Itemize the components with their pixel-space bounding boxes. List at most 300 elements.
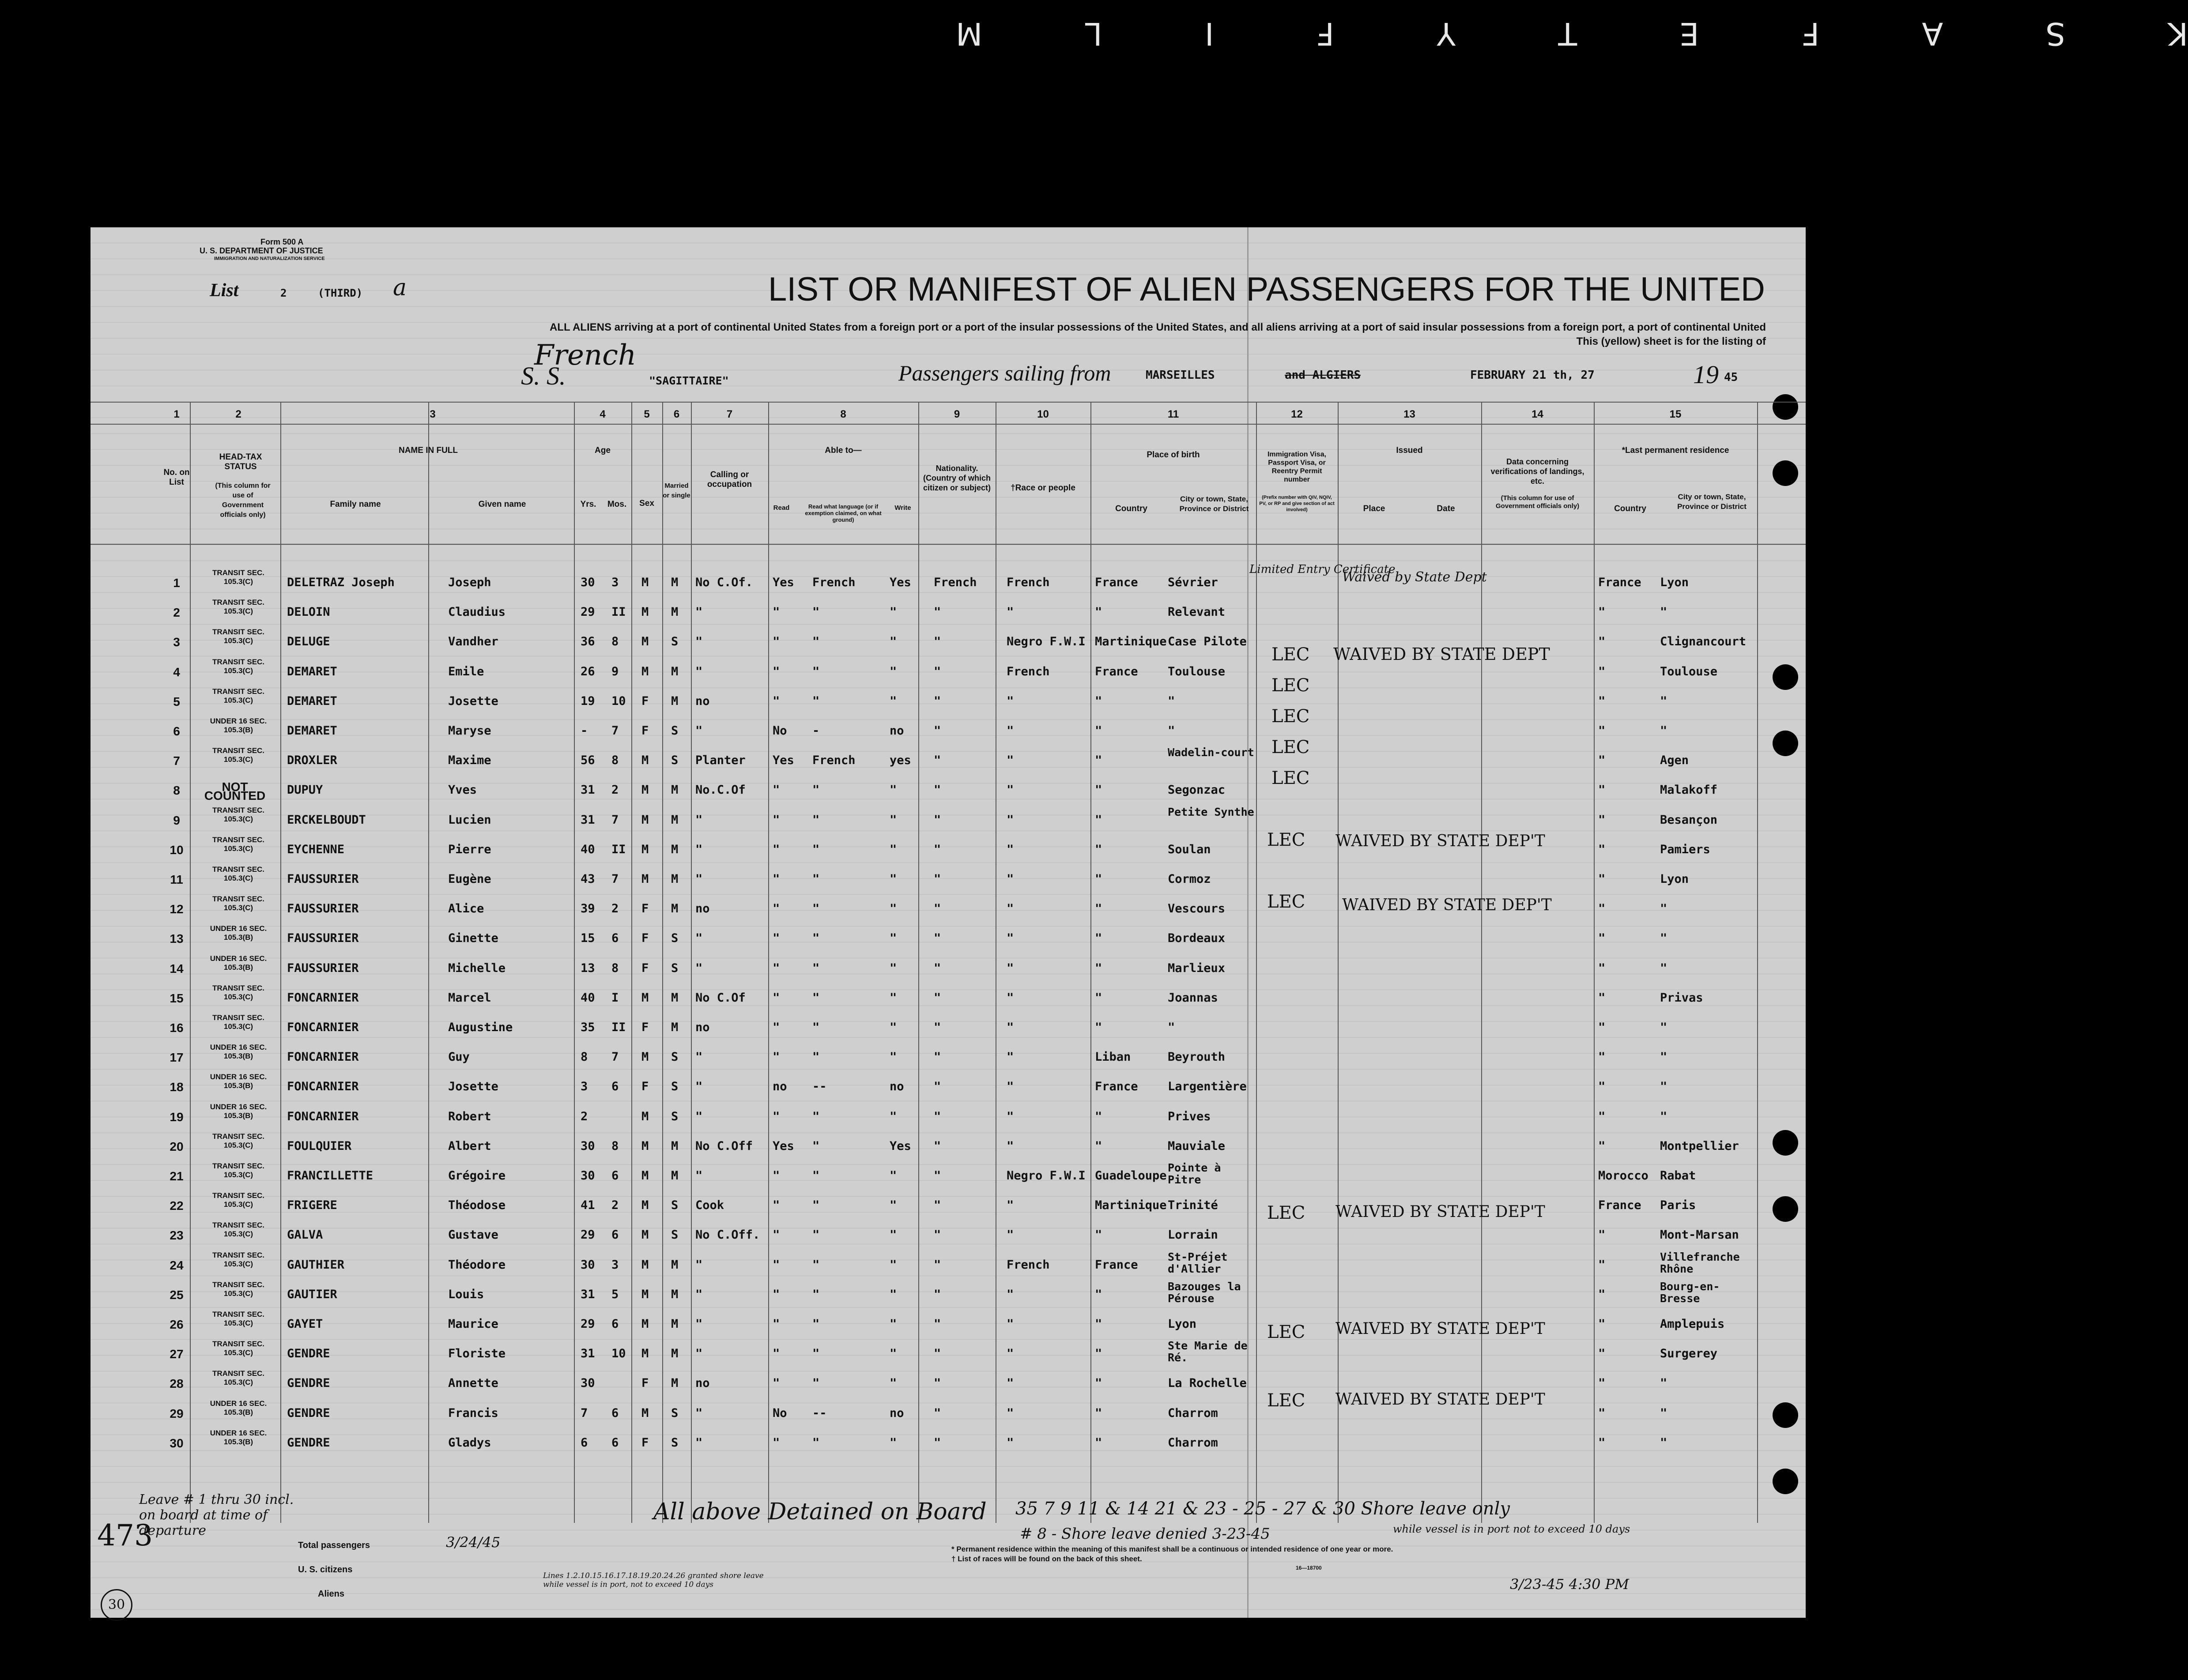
age-years: 7 (581, 1406, 588, 1420)
hdr-given-name: Given name (478, 500, 526, 509)
birth-country: France (1095, 1080, 1138, 1094)
race: " (1007, 842, 1014, 856)
occupation: " (695, 1080, 703, 1094)
can-write: " (890, 1347, 897, 1361)
row-number: 5 (173, 694, 180, 708)
race: " (1007, 961, 1014, 975)
read-language: " (812, 961, 820, 975)
nationality: " (934, 1258, 941, 1272)
can-write: " (890, 1228, 897, 1242)
age-months: 6 (611, 1080, 619, 1094)
birth-country: " (1095, 872, 1102, 886)
res-country: Morocco (1598, 1169, 1649, 1183)
nationality: " (934, 1287, 941, 1301)
nationality: " (934, 1050, 941, 1064)
issued-note: WAIVED BY STATE DEP'T (1335, 832, 1545, 850)
nationality: " (934, 813, 941, 827)
hdr-nationality: Nationality. (Country of which citizen or subject) (923, 464, 991, 492)
row-number: 22 (170, 1199, 184, 1213)
marital-status: M (671, 842, 679, 856)
nationality: " (934, 961, 941, 975)
res-city: " (1660, 961, 1667, 975)
birth-country: " (1095, 1139, 1102, 1153)
row-number: 25 (170, 1288, 184, 1302)
hand-detained-note: All above Detained on Board (653, 1499, 987, 1525)
race: " (1007, 1406, 1014, 1420)
nationality: " (934, 991, 941, 1005)
res-city: Paris (1660, 1198, 1696, 1213)
col-number: 15 (1669, 408, 1682, 420)
col-divider (280, 402, 281, 1523)
age-months: II (611, 605, 626, 619)
hdr-place-birth: Place of birth (1147, 450, 1200, 460)
sex: M (641, 635, 649, 649)
sex: M (641, 1109, 649, 1123)
manifest-sheet (91, 227, 1806, 1618)
head-tax-status: UNDER 16 SEC. 105.3(B) (210, 1428, 267, 1446)
birth-city: Largentière (1168, 1080, 1247, 1094)
birth-country: " (1095, 1287, 1102, 1301)
read-language: -- (812, 1080, 827, 1094)
race: " (1007, 694, 1014, 708)
can-write: no (890, 1406, 904, 1420)
can-write: " (890, 902, 897, 916)
hdr-sex: Sex (639, 499, 654, 508)
read-language: -- (812, 1406, 827, 1420)
ship-name: "SAGITTAIRE" (649, 374, 729, 387)
hand-date-2: 3/24/45 (446, 1534, 501, 1551)
given-name: Claudius (448, 605, 506, 619)
sex: M (641, 576, 649, 589)
res-city: " (1660, 1376, 1667, 1390)
family-name: GENDRE (287, 1376, 330, 1390)
birth-country: " (1095, 902, 1102, 916)
family-name: FAUSSURIER (287, 902, 359, 916)
given-name: Lucien (448, 813, 491, 827)
given-name: Albert (448, 1139, 491, 1153)
can-write: Yes (890, 1139, 911, 1153)
read-language: " (812, 1435, 820, 1450)
birth-country: " (1095, 842, 1102, 856)
nationality: " (934, 1139, 941, 1153)
marital-status: S (671, 753, 679, 768)
res-country: " (1598, 635, 1606, 649)
total-passengers-label: Total passengers (298, 1541, 370, 1550)
given-name: Théodore (448, 1258, 506, 1272)
head-tax-status: TRANSIT SEC. 105.3(C) (212, 865, 265, 882)
family-name: FAUSSURIER (287, 961, 359, 975)
age-years: 29 (581, 1317, 595, 1331)
row-number: 1 (173, 576, 180, 590)
age-years: 6 (581, 1435, 588, 1450)
res-country: " (1598, 724, 1606, 738)
age-years: 29 (581, 605, 595, 619)
birth-country: Liban (1095, 1050, 1131, 1064)
age-months: 5 (611, 1287, 619, 1301)
hand-left-note: Leave # 1 thru 30 incl. on board at time of departure (139, 1492, 294, 1538)
occupation: no (695, 1021, 710, 1034)
row-number: 20 (170, 1139, 184, 1153)
family-name: DEMARET (287, 724, 337, 738)
marital-status: M (671, 576, 679, 589)
form-code: 16—18700 (1296, 1565, 1322, 1571)
age-years: 40 (581, 842, 595, 856)
can-write: " (890, 813, 897, 827)
birth-city: Pointe à Pitre (1168, 1161, 1221, 1186)
row-number: 18 (170, 1080, 184, 1094)
birth-country: France (1095, 664, 1138, 678)
can-write: " (890, 664, 897, 678)
occupation: Planter (695, 753, 746, 768)
can-read: " (773, 1258, 780, 1272)
race: " (1007, 1021, 1014, 1034)
nationality: " (934, 1109, 941, 1123)
race: " (1007, 724, 1014, 738)
read-language: French (812, 576, 856, 589)
given-name: Alice (448, 902, 484, 916)
marital-status: S (671, 931, 679, 945)
race: " (1007, 1287, 1014, 1301)
can-write: " (890, 1021, 897, 1034)
list-hand-note: a (393, 275, 407, 301)
family-name: GAUTHIER (287, 1258, 345, 1272)
birth-city: Beyrouth (1168, 1050, 1226, 1064)
birth-city: Marlieux (1168, 961, 1226, 975)
sailing-label: Passengers sailing from (898, 361, 1111, 385)
race: " (1007, 783, 1014, 797)
occupation: " (695, 1406, 703, 1420)
row-number: 21 (170, 1169, 184, 1183)
hand-shore-denied: # 8 - Shore leave denied 3-23-45 (1020, 1525, 1270, 1543)
nationality: " (934, 1228, 941, 1242)
occupation: " (695, 1258, 703, 1272)
res-country: " (1598, 1347, 1606, 1361)
form-dept: U. S. DEPARTMENT OF JUSTICE (200, 246, 323, 255)
hdr-data-landings: Data concerning verifications of landings, etc. (1490, 457, 1584, 486)
head-tax-status: UNDER 16 SEC. 105.3(B) (210, 954, 267, 972)
head-tax-status: TRANSIT SEC. 105.3(C) (212, 1013, 265, 1031)
nationality: " (934, 1317, 941, 1331)
can-write: " (890, 872, 897, 886)
family-name: FONCARNIER (287, 1109, 359, 1123)
age-months: 7 (611, 872, 619, 886)
res-city: Villefranche Rhône (1660, 1250, 1740, 1275)
can-read: " (773, 813, 780, 827)
col-number: 1 (174, 408, 180, 420)
res-country: " (1598, 753, 1606, 768)
res-city: Bourg-en-Bresse (1660, 1280, 1720, 1305)
occupation: " (695, 1109, 703, 1123)
can-write: " (890, 605, 897, 619)
form-service: IMMIGRATION AND NATURALIZATION SERVICE (214, 256, 325, 261)
can-read: " (773, 1109, 780, 1123)
read-language: " (812, 1317, 820, 1331)
head-tax-status: TRANSIT SEC. 105.3(C) (212, 569, 265, 586)
marital-status: M (671, 1376, 679, 1390)
read-language: " (812, 605, 820, 619)
col-divider (428, 402, 429, 1523)
header-top-rule (91, 402, 1806, 403)
head-tax-status: TRANSIT SEC. 105.3(C) (212, 895, 265, 912)
birth-city: " (1168, 1021, 1175, 1034)
hdr-mos: Mos. (607, 500, 627, 509)
nationality: " (934, 694, 941, 708)
res-country: " (1598, 1109, 1606, 1123)
age-months: 2 (611, 783, 619, 797)
can-write: " (890, 1169, 897, 1183)
given-name: Louis (448, 1287, 484, 1301)
age-months: 9 (611, 664, 619, 678)
read-language: " (812, 1287, 820, 1301)
page-fold (1247, 227, 1249, 1618)
head-tax-status: TRANSIT SEC. 105.3(C) (212, 1280, 265, 1298)
head-tax-status: TRANSIT SEC. 105.3(C) (212, 1369, 265, 1387)
hdr-data-note: (This column for use of Government officials only) (1495, 494, 1580, 510)
marital-status: M (671, 991, 679, 1005)
birth-city: Relevant (1168, 605, 1226, 619)
visa-mark: LEC (1267, 1322, 1305, 1342)
marital-status: S (671, 1435, 679, 1450)
nationality: " (934, 753, 941, 768)
birth-country: France (1095, 1258, 1138, 1272)
col-number: 13 (1403, 408, 1415, 420)
ss-label: S. S. (521, 362, 566, 390)
read-language: " (812, 664, 820, 678)
sailing-date: FEBRUARY 21 th, 27 (1470, 369, 1595, 382)
can-read: " (773, 1050, 780, 1064)
given-name: Joseph (448, 576, 491, 589)
hdr-race: †Race or people (1011, 483, 1075, 493)
birth-city: Mauviale (1168, 1139, 1226, 1153)
can-read: " (773, 1317, 780, 1331)
given-name: Michelle (448, 961, 506, 975)
age-years: 39 (581, 902, 595, 916)
age-months: 7 (611, 1050, 619, 1064)
family-name: FONCARNIER (287, 1050, 359, 1064)
birth-city: Segonzac (1168, 783, 1226, 797)
occupation: no (695, 902, 710, 916)
marital-status: M (671, 1258, 679, 1272)
res-country: " (1598, 605, 1606, 619)
res-country: " (1598, 872, 1606, 886)
read-language: " (812, 694, 820, 708)
can-read: " (773, 931, 780, 945)
can-read: " (773, 1287, 780, 1301)
occupation: " (695, 872, 703, 886)
race: " (1007, 753, 1014, 768)
family-name: DROXLER (287, 753, 337, 768)
age-months: 6 (611, 1169, 619, 1183)
can-write: " (890, 1376, 897, 1390)
col-number: 2 (235, 408, 241, 420)
occupation: " (695, 961, 703, 975)
birth-country: " (1095, 931, 1102, 945)
read-language: " (812, 783, 820, 797)
year-prefix: 19 (1693, 360, 1719, 389)
row-number: 16 (170, 1021, 184, 1035)
page-number-circle: 30 (101, 1589, 132, 1621)
age-months: II (611, 1021, 626, 1034)
row-number: 30 (170, 1436, 184, 1450)
res-city: " (1660, 1021, 1667, 1034)
res-city: " (1660, 931, 1667, 945)
family-name: GENDRE (287, 1406, 330, 1420)
birth-country: France (1095, 576, 1138, 589)
occupation: " (695, 1050, 703, 1064)
list-number: 2 (280, 287, 287, 299)
given-name: Gladys (448, 1435, 491, 1450)
sex: M (641, 991, 649, 1005)
col-number: 5 (644, 408, 650, 420)
res-city: Montpellier (1660, 1139, 1739, 1153)
can-read: " (773, 694, 780, 708)
row-number: 3 (173, 635, 180, 649)
res-country: " (1598, 1080, 1606, 1094)
age-years: 31 (581, 813, 595, 827)
can-write: " (890, 1109, 897, 1123)
birth-city: Prives (1168, 1109, 1211, 1123)
birth-city: Soulan (1168, 842, 1211, 856)
occupation: no (695, 694, 710, 708)
col-divider (768, 402, 769, 1523)
header-bottom-rule (91, 544, 1806, 545)
can-read: " (773, 1376, 780, 1390)
hdr-issued: Issued (1396, 446, 1423, 455)
sex: M (641, 783, 649, 797)
res-city: Mont-Marsan (1660, 1228, 1739, 1242)
row-number: 19 (170, 1110, 184, 1124)
sex: M (641, 813, 649, 827)
race: " (1007, 1050, 1014, 1064)
race: " (1007, 1376, 1014, 1390)
birth-city: Petite Synthe (1168, 805, 1254, 818)
age-years: 43 (581, 872, 595, 886)
head-tax-status: UNDER 16 SEC. 105.3(B) (210, 1043, 267, 1061)
race: " (1007, 1347, 1014, 1361)
age-years: 29 (581, 1228, 595, 1242)
res-city: " (1660, 1406, 1667, 1420)
can-write: " (890, 635, 897, 649)
race: " (1007, 1228, 1014, 1242)
hdr-city: City or town, State, Province or District (1179, 495, 1249, 513)
res-country: " (1598, 1376, 1606, 1390)
visa-mark: LEC (1267, 892, 1305, 912)
aliens-label: Aliens (318, 1589, 345, 1599)
res-city: " (1660, 1050, 1667, 1064)
can-read: " (773, 872, 780, 886)
race: " (1007, 872, 1014, 886)
head-tax-status: TRANSIT SEC. 105.3(C) (212, 687, 265, 704)
hdr-no-list: No. on List (163, 468, 190, 487)
race: " (1007, 605, 1014, 619)
list-label: List (210, 280, 239, 301)
hdr-calling: Calling or occupation (707, 470, 752, 489)
birth-country: " (1095, 1376, 1102, 1390)
row-number: 14 (170, 961, 184, 976)
age-months: II (611, 842, 626, 856)
visa-mark: LEC (1271, 768, 1310, 788)
row-number: 9 (173, 813, 180, 827)
hdr-res-city: City or town, State, Province or District (1677, 493, 1747, 511)
given-name: Guy (448, 1050, 470, 1064)
given-name: Eugène (448, 872, 491, 886)
sex: M (641, 1347, 649, 1361)
list-class: (THIRD) (318, 287, 363, 299)
age-years: 31 (581, 783, 595, 797)
res-country: " (1598, 931, 1606, 945)
res-city: Toulouse (1660, 664, 1718, 678)
nationality: French (934, 576, 977, 589)
marital-status: S (671, 1406, 679, 1420)
family-name: DELETRAZ Joseph (287, 576, 395, 589)
marital-status: S (671, 1109, 679, 1123)
occupation: No C.Off. (695, 1228, 760, 1242)
col-divider (918, 402, 919, 1523)
nationality: " (934, 1376, 941, 1390)
age-years: 31 (581, 1347, 595, 1361)
birth-country: " (1095, 605, 1102, 619)
row-number: 29 (170, 1406, 184, 1420)
can-write: " (890, 1258, 897, 1272)
visa-mark: LEC (1271, 737, 1310, 757)
birth-city: Vescours (1168, 902, 1226, 916)
can-read: " (773, 1347, 780, 1361)
can-read: " (773, 902, 780, 916)
col-number: 10 (1037, 408, 1049, 420)
col-number: 4 (600, 408, 606, 420)
res-city: Surgerey (1660, 1347, 1718, 1361)
nationality: " (934, 1435, 941, 1450)
marital-status: S (671, 1050, 679, 1064)
marital-status: M (671, 694, 679, 708)
can-write: " (890, 1435, 897, 1450)
hdr-country: Country (1115, 504, 1147, 513)
age-years: 41 (581, 1198, 595, 1213)
res-city: " (1660, 694, 1667, 708)
issued-note: WAIVED BY STATE DEP'T (1335, 1390, 1545, 1409)
age-years: 3 (581, 1080, 588, 1094)
res-country: " (1598, 1228, 1606, 1242)
nationality: " (934, 872, 941, 886)
port-from: MARSEILLES (1146, 369, 1215, 382)
visa-mark: LEC (1267, 1390, 1305, 1411)
res-country: " (1598, 961, 1606, 975)
can-write: Yes (890, 576, 911, 589)
head-tax-status: UNDER 16 SEC. 105.3(B) (210, 1399, 267, 1416)
row-number: 2 (173, 606, 180, 620)
birth-country: " (1095, 724, 1102, 738)
given-name: Vandher (448, 635, 498, 649)
hdr-read-lang: Read what language (or if exemption claimed, on what ground) (805, 503, 882, 523)
read-language: " (812, 872, 820, 886)
can-read: " (773, 1228, 780, 1242)
age-months: 6 (611, 1435, 619, 1450)
birth-country: " (1095, 1109, 1102, 1123)
res-city: Rabat (1660, 1169, 1696, 1183)
age-years: 30 (581, 1139, 595, 1153)
birth-country: " (1095, 1021, 1102, 1034)
birth-country: " (1095, 1228, 1102, 1242)
col-number: 3 (430, 408, 436, 420)
family-name: EYCHENNE (287, 842, 345, 856)
family-name: GAYET (287, 1317, 323, 1331)
sex: M (641, 605, 649, 619)
row-number: 7 (173, 754, 180, 768)
age-months: 7 (611, 724, 619, 738)
age-months: 7 (611, 813, 619, 827)
birth-city: Toulouse (1168, 664, 1226, 678)
hdr-date: Date (1437, 504, 1455, 513)
